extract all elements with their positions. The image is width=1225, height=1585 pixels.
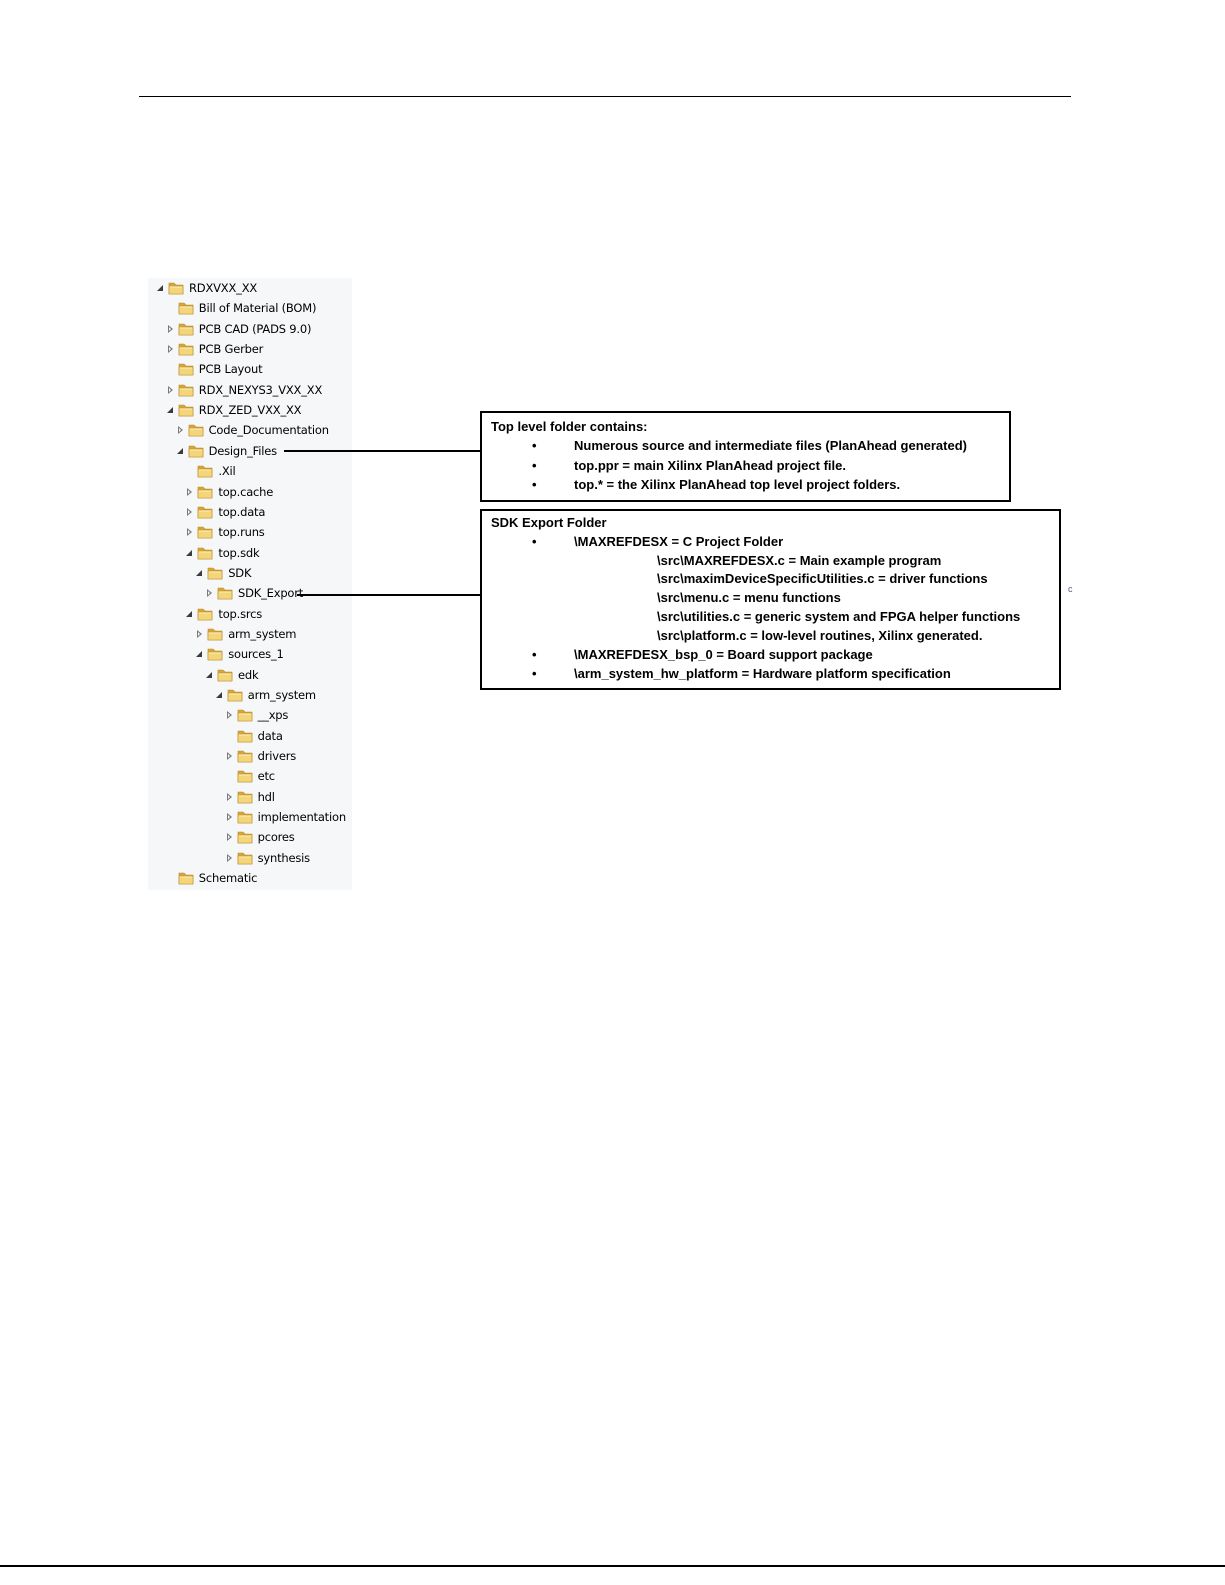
footer-rule	[0, 1565, 1225, 1567]
expand-arrow-icon[interactable]	[176, 446, 186, 456]
tree-item[interactable]	[166, 400, 302, 420]
expand-arrow-icon[interactable]	[156, 283, 166, 293]
tree-item[interactable]	[166, 380, 322, 400]
tree-item-label: data	[257, 728, 283, 743]
expand-arrow-icon[interactable]	[195, 568, 205, 578]
tree-item-label: PCB Layout	[198, 362, 263, 377]
expand-arrow-icon[interactable]	[215, 690, 225, 700]
folder-icon	[178, 402, 194, 418]
folder-icon	[197, 545, 213, 561]
collapse-arrow-icon[interactable]	[185, 487, 195, 497]
folder-icon	[197, 484, 213, 500]
folder-icon	[237, 809, 253, 825]
tree-item[interactable]	[225, 726, 283, 746]
tree-item-label: __xps	[257, 708, 289, 723]
spacer	[166, 364, 176, 374]
tree-item-label: top.cache	[218, 484, 274, 499]
tree-item-label: SDK_Export	[238, 586, 304, 601]
tree-item[interactable]	[185, 543, 259, 563]
tree-item-label: edk	[238, 667, 259, 682]
header-rule	[139, 96, 1071, 97]
leader-line-sdk-export	[297, 594, 480, 596]
tree-item[interactable]	[205, 665, 258, 685]
folder-icon	[217, 585, 233, 601]
tree-item[interactable]	[185, 461, 235, 481]
collapse-arrow-icon[interactable]	[185, 507, 195, 517]
tree-item[interactable]	[195, 563, 251, 583]
tree-item[interactable]	[166, 319, 311, 339]
folder-icon	[197, 463, 213, 479]
tree-item[interactable]	[225, 746, 296, 766]
folder-icon	[197, 606, 213, 622]
callout-top-title: Top level folder contains:	[491, 419, 648, 434]
tree-item-label: sources_1	[228, 647, 284, 662]
tree-item-label: synthesis	[257, 850, 310, 865]
folder-icon	[178, 382, 194, 398]
collapse-arrow-icon[interactable]	[225, 710, 235, 720]
tree-item[interactable]	[185, 522, 264, 542]
collapse-arrow-icon[interactable]	[185, 527, 195, 537]
bullet-glyph: •	[532, 477, 537, 492]
folder-tree-panel	[148, 278, 352, 890]
tree-item[interactable]	[185, 604, 262, 624]
tree-item[interactable]	[176, 441, 277, 461]
leader-line-design-files	[284, 450, 480, 452]
spacer	[185, 466, 195, 476]
tree-item-label: top.data	[218, 504, 266, 519]
callout-sdk-line-4: \src\menu.c = menu functions	[657, 590, 841, 605]
tree-item[interactable]	[166, 298, 316, 318]
tree-item-label: top.sdk	[218, 545, 260, 560]
tree-item-label: Design_Files	[208, 443, 277, 458]
callout-sdk-line-7: \MAXREFDESX_bsp_0 = Board support package	[574, 647, 873, 662]
tree-item-label: PCB CAD (PADS 9.0)	[198, 321, 312, 336]
folder-icon	[237, 748, 253, 764]
spacer	[225, 731, 235, 741]
tree-item-label: SDK	[228, 565, 252, 580]
folder-icon	[188, 422, 204, 438]
tree-item[interactable]	[156, 278, 257, 298]
tree-item-label: RDXVXX_XX	[189, 281, 258, 295]
callout-top-level	[480, 411, 1011, 502]
tree-item[interactable]	[185, 482, 273, 502]
callout-sdk-title: SDK Export Folder	[491, 515, 607, 530]
folder-icon	[178, 321, 194, 337]
folder-icon	[178, 361, 194, 377]
tree-item-label: arm_system	[228, 626, 297, 641]
folder-icon	[217, 667, 233, 683]
tree-item-label: RDX_NEXYS3_VXX_XX	[198, 382, 323, 397]
collapse-arrow-icon[interactable]	[166, 324, 176, 334]
folder-icon	[237, 850, 253, 866]
callout-top-bullet-1: Numerous source and intermediate files (PlanAhead generated)	[574, 438, 967, 453]
collapse-arrow-icon[interactable]	[225, 853, 235, 863]
collapse-arrow-icon[interactable]	[225, 832, 235, 842]
collapse-arrow-icon[interactable]	[225, 792, 235, 802]
expand-arrow-icon[interactable]	[205, 670, 215, 680]
tree-item[interactable]	[225, 705, 289, 725]
tree-item-label: Code_Documentation	[208, 423, 329, 438]
tree-item[interactable]	[205, 583, 303, 603]
expand-arrow-icon[interactable]	[166, 405, 176, 415]
tree-item-label: .Xil	[218, 464, 236, 479]
folder-icon	[237, 789, 253, 805]
folder-icon	[207, 565, 223, 581]
collapse-arrow-icon[interactable]	[205, 588, 215, 598]
spacer	[166, 303, 176, 313]
folder-icon	[178, 870, 194, 886]
folder-icon	[168, 280, 184, 296]
tree-item[interactable]	[225, 787, 275, 807]
tree-item-label: etc	[257, 769, 275, 784]
collapse-arrow-icon[interactable]	[176, 425, 186, 435]
folder-icon	[237, 768, 253, 784]
folder-icon	[197, 524, 213, 540]
folder-icon	[237, 829, 253, 845]
tree-item[interactable]	[225, 766, 275, 786]
tree-item[interactable]	[185, 502, 265, 522]
tree-item-label: RDX_ZED_VXX_XX	[198, 403, 302, 418]
folder-icon	[178, 341, 194, 357]
tree-item[interactable]	[176, 420, 329, 440]
tree-item-label: arm_system	[247, 688, 316, 702]
callout-sdk-line-2: \src\MAXREFDESX.c = Main example program	[657, 553, 942, 568]
tree-item[interactable]	[225, 848, 310, 868]
tree-item-label: pcores	[257, 830, 295, 845]
tree-item[interactable]	[166, 359, 263, 379]
callout-sdk-export	[480, 509, 1061, 690]
callout-sdk-line-8: \arm_system_hw_platform = Hardware platform specification	[574, 666, 951, 681]
collapse-arrow-icon[interactable]	[166, 385, 176, 395]
expand-arrow-icon[interactable]	[185, 609, 195, 619]
folder-icon	[207, 626, 223, 642]
tree-item[interactable]	[195, 644, 283, 664]
collapse-arrow-icon[interactable]	[225, 812, 235, 822]
bullet-glyph: •	[532, 647, 537, 662]
tree-item-label: implementation	[257, 810, 346, 825]
collapse-arrow-icon[interactable]	[225, 751, 235, 761]
bullet-glyph: •	[532, 666, 537, 681]
tree-item-label: top.srcs	[218, 606, 263, 621]
expand-arrow-icon[interactable]	[185, 548, 195, 558]
tree-item-label: PCB Gerber	[198, 342, 264, 357]
tree-item-label: top.runs	[218, 525, 265, 540]
bullet-glyph: •	[532, 438, 537, 453]
expand-arrow-icon[interactable]	[195, 649, 205, 659]
collapse-arrow-icon[interactable]	[195, 629, 205, 639]
tree-item[interactable]	[215, 685, 316, 705]
folder-icon	[237, 707, 253, 723]
tree-item-label: Bill of Material (BOM)	[198, 301, 317, 316]
callout-top-bullet-2: top.ppr = main Xilinx PlanAhead project file.	[574, 458, 846, 473]
tree-item[interactable]	[166, 339, 263, 359]
callout-sdk-line-6: \src\platform.c = low-level routines, Xilinx generated.	[657, 628, 983, 643]
tree-item[interactable]	[225, 807, 346, 827]
tree-item-label: hdl	[257, 789, 275, 804]
stray-mark: c	[1068, 584, 1073, 594]
callout-sdk-line-5: \src\utilities.c = generic system and FPGA helper functions	[657, 609, 1021, 624]
callout-sdk-line-3: \src\maximDeviceSpecificUtilities.c = driver functions	[657, 571, 988, 586]
folder-icon	[227, 687, 243, 703]
spacer	[166, 873, 176, 883]
tree-item[interactable]	[166, 868, 257, 888]
callout-top-bullet-3: top.* = the Xilinx PlanAhead top level project folders.	[574, 477, 901, 492]
folder-icon	[237, 728, 253, 744]
bullet-glyph: •	[532, 534, 537, 549]
folder-icon	[178, 300, 194, 316]
callout-sdk-line-1: \MAXREFDESX = C Project Folder	[574, 534, 784, 549]
folder-icon	[197, 504, 213, 520]
spacer	[225, 771, 235, 781]
folder-icon	[188, 443, 204, 459]
tree-item-label: drivers	[257, 749, 297, 764]
tree-item[interactable]	[195, 624, 296, 644]
tree-item[interactable]	[225, 827, 295, 847]
bullet-glyph: •	[532, 458, 537, 473]
tree-item-label: Schematic	[198, 871, 258, 886]
collapse-arrow-icon[interactable]	[166, 344, 176, 354]
folder-icon	[207, 646, 223, 662]
